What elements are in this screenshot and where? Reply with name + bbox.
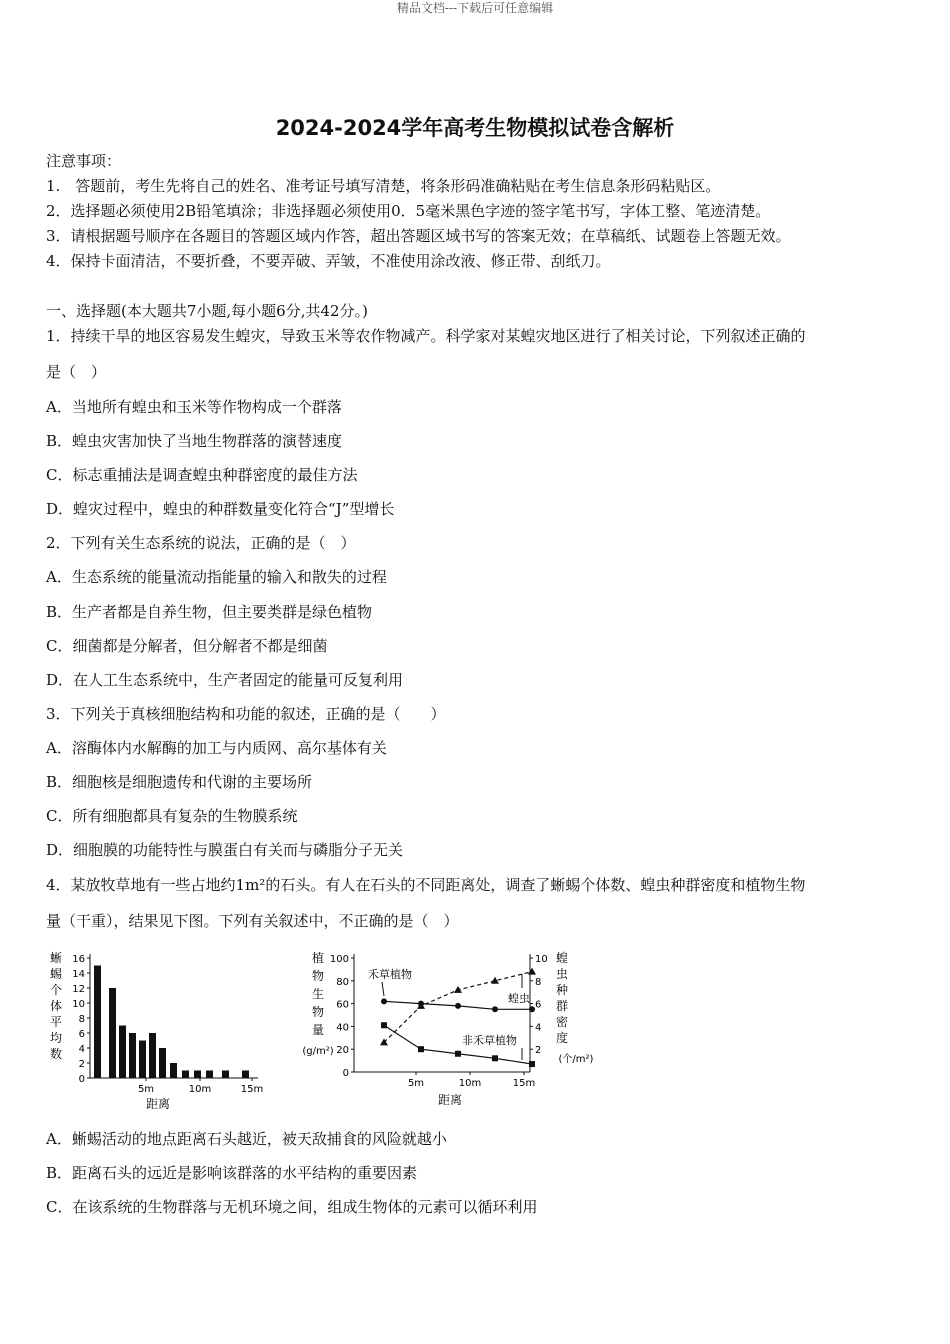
data-point [454,986,462,993]
x-tick-label: 10m [458,1078,482,1089]
y-axis-label-char: 均 [49,1031,63,1045]
data-point [455,1003,461,1009]
question-3-option-b: B．细胞核是细胞遗传和代谢的主要场所 [46,773,313,791]
question-3-stem: 3．下列关于真核细胞结构和功能的叙述，正确的是（ ） [46,705,446,723]
question-1-option-c: C．标志重捕法是调查蝗虫种群密度的最佳方法 [46,466,358,484]
bar [182,1071,189,1079]
bar [129,1033,136,1078]
right-axis-label-char: 蝗 [555,951,569,965]
question-4-option-c: C．在该系统的生物群落与无机环境之间，组成生物体的元素可以循环利用 [46,1198,538,1216]
left-tick-label: 40 [336,1022,349,1034]
right-tick-label: 6 [535,999,542,1011]
question-3-option-d: D．细胞膜的功能特性与膜蛋白有关而与磷脂分子无关 [46,841,404,859]
data-point [492,1006,498,1012]
bar [119,1026,126,1079]
series-label: 禾草植物 [368,968,412,981]
y-axis-label-char: 体 [49,999,63,1013]
y-axis-label-char: 蜥 [49,951,63,965]
question-2-option-d: D．在人工生态系统中，生产者固定的能量可反复利用 [46,671,404,689]
y-tick-label: 14 [72,969,85,980]
question-4-stem-cont: 量（干重），结果见下图。下列有关叙述中，不正确的是（ ） [46,912,459,930]
question-2-option-b: B．生产者都是自养生物，但主要类群是绿色植物 [46,603,373,621]
left-tick-label: 80 [336,976,349,988]
y-tick-label: 0 [78,1074,85,1085]
left-axis-label-char: 物 [311,1005,325,1019]
question-4-option-b: B．距离石头的远近是影响该群落的水平结构的重要因素 [46,1164,418,1182]
y-tick-label: 12 [72,984,85,995]
question-1-stem-cont: 是（ ） [46,363,107,381]
right-axis-label-char: 种 [555,983,569,997]
x-tick-label: 15m [512,1078,536,1089]
right-axis-label-char: 度 [555,1031,569,1045]
notice-item: 1. 答题前，考生先将自己的姓名、准考证号填写清楚，将条形码准确粘贴在考生信息条形码粘贴区。 [46,177,721,195]
question-3-option-a: A．溶酶体内水解酶的加工与内质网、高尔基体有关 [46,739,387,757]
right-axis-label-char: 虫 [555,967,569,981]
left-axis-label-char: 量 [311,1023,325,1037]
question-2-stem: 2．下列有关生态系统的说法，正确的是（ ） [46,534,356,552]
left-tick-label: 20 [336,1045,349,1057]
y-axis-label-char: 平 [49,1015,63,1029]
right-axis-label-char: 群 [555,999,569,1013]
y-tick-label: 6 [78,1029,85,1040]
question-1-option-a: A．当地所有蝗虫和玉米等作物构成一个群落 [46,398,342,416]
right-tick-label: 2 [535,1045,542,1057]
right-tick-label: 10 [535,954,548,965]
question-1-option-d: D．蝗灾过程中，蝗虫的种群数量变化符合“J”型增长 [46,500,395,518]
notice-item: 2．选择题必须使用2B铅笔填涂；非选择题必须使用0．5毫米黑色字迹的签字笔书写，字体工整、笔迹清楚。 [46,202,771,220]
notice-heading: 注意事项： [46,152,122,170]
question-3-option-c: C．所有细胞都具有复杂的生物膜系统 [46,807,298,825]
bar [139,1041,146,1079]
left-tick-label: 0 [342,1068,349,1079]
bar [206,1071,213,1079]
bar [170,1063,177,1078]
question-2-option-c: C．细菌都是分解者，但分解者不都是细菌 [46,637,328,655]
x-tick-label: 10m [188,1084,212,1095]
annotation-pointer [382,982,384,996]
y-tick-label: 2 [78,1059,85,1070]
y-tick-label: 16 [72,954,85,965]
page-title: 2024-2024学年高考生物模拟试卷含解析 [275,116,675,140]
left-tick-label: 100 [329,954,349,965]
y-axis-label-char: 个 [49,983,63,997]
data-point [455,1051,461,1057]
left-axis-unit: (g/m²) [302,1046,334,1057]
biomass-locust-line-chart [300,948,610,1113]
x-tick-label: 15m [240,1084,264,1095]
section-heading: 一、选择题(本大题共7小题,每小题6分,共42分。) [46,302,368,320]
data-point [528,968,536,975]
data-point [381,1022,387,1028]
y-tick-label: 10 [72,999,85,1010]
bar [222,1071,229,1079]
left-axis-label-char: 物 [311,969,325,983]
lizard-bar-chart [46,948,276,1113]
data-point [418,1046,424,1052]
data-point [492,1055,498,1061]
y-tick-label: 4 [78,1044,85,1055]
notice-item: 4．保持卡面清洁，不要折叠，不要弄破、弄皱，不准使用涂改液、修正带、刮纸刀。 [46,252,611,270]
x-axis-label: 距离 [437,1093,463,1107]
series-label: 非禾草植物 [462,1034,517,1047]
question-2-option-a: A．生态系统的能量流动指能量的输入和散失的过程 [46,568,387,586]
notice-item: 3．请根据题号顺序在各题目的答题区域内作答，超出答题区域书写的答案无效；在草稿纸、试题卷上答题无效。 [46,227,791,245]
x-tick-label: 5m [137,1084,155,1095]
question-4-stem: 4．某放牧草地有一些占地约1m²的石头。有人在石头的不同距离处，调查了蜥蜴个体数、蝗虫种群密度和植物生物 [46,876,806,894]
left-axis-label-char: 生 [311,987,325,1001]
page-header: 精品文档---下载后可任意编辑 [396,1,554,15]
x-tick-label: 5m [407,1078,425,1089]
data-point [380,1038,388,1045]
y-axis-label-char: 数 [49,1047,63,1061]
left-tick-label: 60 [336,999,349,1011]
y-axis-label-char: 蜴 [49,967,63,981]
series-label: 蝗虫 [508,992,530,1005]
y-tick-label: 8 [78,1014,85,1025]
bar [194,1071,201,1079]
x-axis-label: 距离 [145,1097,171,1111]
right-tick-label: 4 [535,1022,542,1034]
bar [149,1033,156,1078]
question-1-stem: 1．持续干旱的地区容易发生蝗灾，导致玉米等农作物减产。科学家对某蝗灾地区进行了相关讨论，下列叙述正确的 [46,327,806,345]
left-axis-label-char: 植 [311,951,325,965]
data-point [381,998,387,1004]
right-tick-label: 8 [535,976,542,988]
bar [242,1071,249,1079]
data-point [529,1061,535,1067]
data-point [529,1006,535,1012]
bar [94,966,101,1079]
bar [159,1048,166,1078]
bar [109,988,116,1078]
right-axis-unit: (个/m²) [558,1054,594,1065]
question-4-option-a: A．蜥蜴活动的地点距离石头越近，被天敌捕食的风险就越小 [46,1130,447,1148]
right-axis-label-char: 密 [555,1015,569,1029]
question-1-option-b: B．蝗虫灾害加快了当地生物群落的演替速度 [46,432,343,450]
